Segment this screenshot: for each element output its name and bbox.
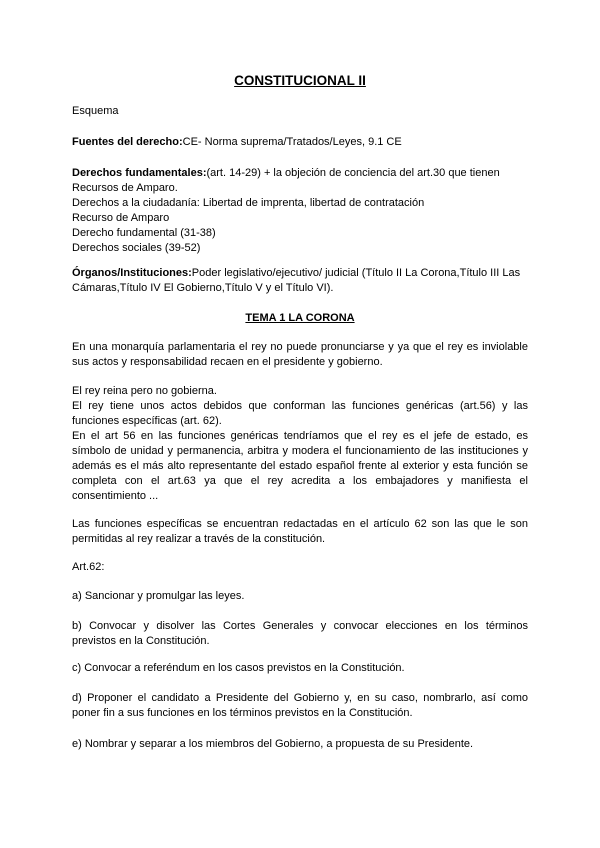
fuentes-paragraph — [72, 135, 528, 150]
text-line: El rey reina pero no gobierna. — [72, 385, 217, 397]
derechos-label: Derechos fundamentales: — [72, 167, 207, 179]
text-line: completa con el art.63 ya que el rey acredita a los embajadores y manifiesta el — [72, 475, 528, 487]
text-line: previstos en la Constitución. — [72, 635, 210, 647]
derechos-text: (art. 14-29) + la objeción de conciencia del art.30 que tienen — [206, 167, 500, 179]
text-line: Art.62: — [72, 561, 105, 573]
organos-paragraph — [72, 266, 528, 296]
organos-text-line2: Cámaras,Título IV El Gobierno,Título V y el Título VI). — [72, 282, 334, 294]
text-line: e) Nombrar y separar a los miembros del Gobierno, a propuesta de su Presidente. — [72, 738, 474, 750]
text-line: En una monarquía parlamentaria el rey no puede pronunciarse y ya que el rey es inviolable — [72, 341, 528, 353]
organos-label: Órganos/Instituciones: — [72, 267, 192, 279]
list-item-a — [72, 589, 528, 604]
text-line: b) Convocar y disolver las Cortes Generales y convocar elecciones en los términos — [72, 620, 528, 632]
text-line: funciones específicas (art. 62). — [72, 415, 222, 427]
fuentes-text: CE- Norma suprema/Tratados/Leyes, 9.1 CE — [182, 136, 402, 148]
art62-label — [72, 560, 528, 575]
paragraph-especificas — [72, 517, 528, 547]
text-line: c) Convocar a referéndum en los casos previstos en la Constitución. — [72, 662, 405, 674]
text-line: además es el más alto representante del estado español frente al exterior y esta función se — [72, 460, 528, 472]
text-line: En el art 56 en las funciones genéricas tendríamos que el rey es el jefe de estado, es — [72, 430, 528, 442]
list-item-c — [72, 661, 528, 676]
list-item-b — [72, 619, 528, 649]
text-line: a) Sancionar y promulgar las leyes. — [72, 590, 245, 602]
tema-heading: TEMA 1 LA CORONA — [245, 312, 355, 324]
list-item-d — [72, 691, 528, 721]
esquema-label — [72, 104, 528, 119]
text-line: d) Proponer el candidato a Presidente del Gobierno y, en su caso, nombrarlo, así como — [72, 692, 528, 704]
document-title: CONSTITUCIONAL II — [234, 73, 366, 88]
derechos-line: Derechos a la ciudadanía: Libertad de imprenta, libertad de contratación — [72, 197, 425, 209]
text-line: Las funciones específicas se encuentran redactadas en el artículo 62 son las que le son — [72, 518, 528, 530]
derechos-line: Derecho fundamental (31-38) — [72, 227, 216, 239]
text-line: poner fin a sus funciones en los términos previstos en la Constitución. — [72, 707, 413, 719]
derechos-line: Derechos sociales (39-52) — [72, 242, 201, 254]
text-line: símbolo de unidad y permanencia, arbitra y modera el funcionamiento de las instituciones y — [72, 445, 528, 457]
list-item-e — [72, 737, 528, 752]
derechos-paragraph — [72, 166, 528, 256]
text-line: El rey tiene unos actos debidos que conforman las funciones genéricas (art.56) y las — [72, 400, 528, 412]
derechos-line: Recurso de Amparo — [72, 212, 170, 224]
text-line: permitidas al rey realizar a través de la constitución. — [72, 533, 326, 545]
fuentes-label: Fuentes del derecho: — [72, 136, 183, 148]
text-line: consentimiento ... — [72, 490, 159, 502]
paragraph-monarquia — [72, 340, 528, 370]
text-line: sus actos y responsabilidad recaen en el presidente y gobierno. — [72, 356, 383, 368]
esquema-text: Esquema — [72, 105, 119, 117]
paragraph-rey — [72, 384, 528, 504]
derechos-line: Recursos de Amparo. — [72, 182, 178, 194]
organos-text: Poder legislativo/ejecutivo/ judicial (Título II La Corona,Título III Las — [191, 267, 521, 279]
